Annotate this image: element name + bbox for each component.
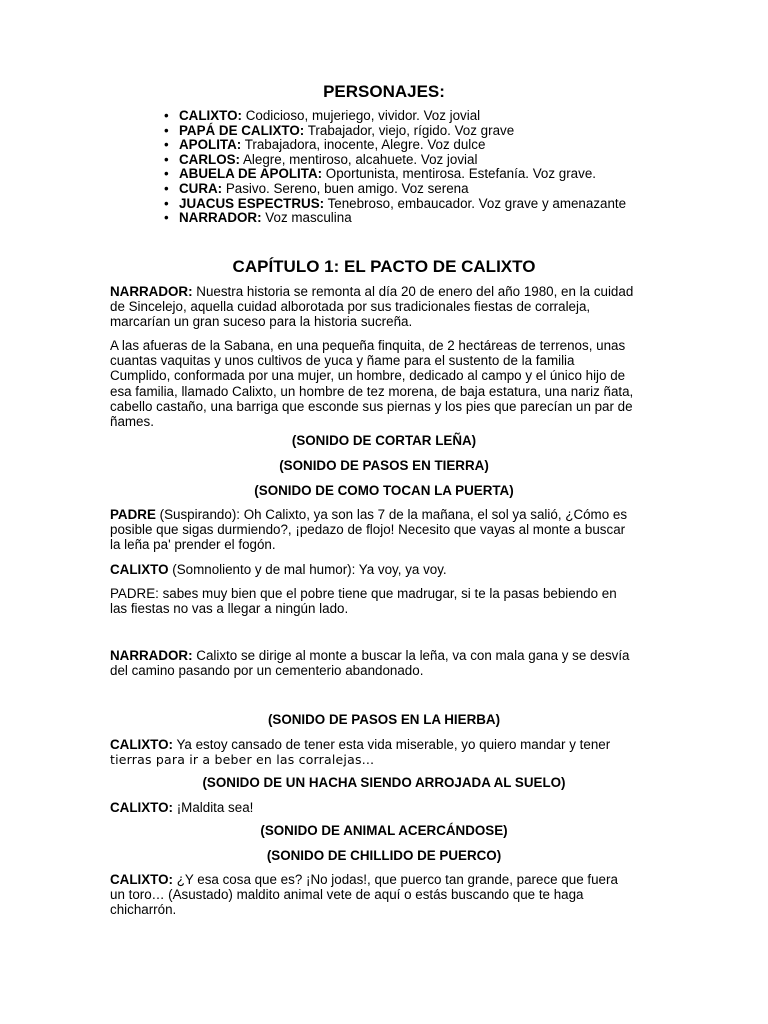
character-description: Alegre, mentiroso, alcahuete. Voz jovial <box>240 151 478 167</box>
character-item <box>164 138 626 153</box>
narrator-paragraph <box>110 648 635 678</box>
sound-cue: (SONIDO DE CHILLIDO DE PUERCO) <box>266 848 502 863</box>
character-description: Voz masculina <box>261 210 352 226</box>
character-name: NARRADOR: <box>179 210 262 226</box>
paragraph-text: (Asustado) maldito animal vete de aquí o estás buscando que te haga chicharrón. <box>110 887 584 918</box>
dialogue-paragraph <box>110 872 635 918</box>
description-paragraph <box>110 338 635 429</box>
paragraph-text: ¿Y esa cosa que es? ¡No jodas!, que puerco tan grande, parece que fuera un toro <box>110 872 618 903</box>
dialogue-paragraph <box>110 737 635 767</box>
speaker-label: CALIXTO: <box>110 737 173 752</box>
paragraph-text: Ya estoy cansado de tener esta vida miserable, yo quiero mandar y tener <box>172 737 611 752</box>
dialogue-paragraph <box>110 800 635 815</box>
character-name: ABUELA DE APOLITA: <box>179 166 323 182</box>
character-item <box>164 211 626 226</box>
character-description: Codicioso, mujeriego, vividor. Voz jovial <box>241 108 481 123</box>
character-list <box>164 109 626 226</box>
character-item <box>164 197 626 212</box>
character-item <box>164 124 626 139</box>
narrator-paragraph <box>110 284 635 330</box>
sound-cue: (SONIDO DE PASOS EN LA HIERBA) <box>267 712 501 727</box>
character-item <box>164 153 626 168</box>
bullet-icon: • <box>164 122 169 138</box>
speaker-label: PADRE <box>110 507 156 522</box>
character-name: CARLOS: <box>179 151 240 167</box>
paragraph-text: tierras para ir a beber en las corralejas… <box>110 752 375 768</box>
bullet-icon: • <box>164 108 169 123</box>
character-name: APOLITA: <box>179 137 242 153</box>
dialogue-paragraph <box>110 507 635 553</box>
paragraph-text: PADRE: sabes muy bien que el pobre tiene que madrugar, si te la pasas bebiendo en las fiestas no vas a llegar a ningún lado. <box>110 586 617 617</box>
character-description: Trabajador, viejo, rígido. Voz grave <box>304 122 515 138</box>
dialogue-paragraph <box>110 562 635 577</box>
speaker-label: CALIXTO: <box>110 800 173 815</box>
bullet-icon: • <box>164 195 169 211</box>
paragraph-text: Calixto se dirige al monte a buscar la leña, va con mala gana y se desvía del camino pasando por un cementerio abandonado. <box>110 648 630 679</box>
character-description: Trabajadora, inocente, Alegre. Voz dulce <box>241 137 486 153</box>
character-description: Pasivo. Sereno, buen amigo. Voz serena <box>222 180 469 196</box>
speaker-label: NARRADOR: <box>110 648 193 663</box>
sound-cue: (SONIDO DE COMO TOCAN LA PUERTA) <box>254 483 514 498</box>
character-name: JUACUS ESPECTRUS: <box>179 195 325 211</box>
speaker-label: CALIXTO: <box>110 872 173 887</box>
bullet-icon: • <box>164 180 169 196</box>
bullet-icon: • <box>164 137 169 153</box>
chapter-heading: CAPÍTULO 1: EL PACTO DE CALIXTO <box>232 257 536 276</box>
speaker-label: NARRADOR: <box>110 284 193 299</box>
character-item <box>164 182 626 197</box>
sound-cue: (SONIDO DE ANIMAL ACERCÁNDOSE) <box>260 823 508 838</box>
paragraph-text: ¡Maldita sea! <box>172 800 254 815</box>
ellipsis-text: … <box>151 887 165 903</box>
character-name: PAPÁ DE CALIXTO: <box>179 122 305 138</box>
paragraph-text: (Suspirando): Oh Calixto, ya son las 7 de la mañana, el sol ya salió, ¿Cómo es posible que sigas durmiendo?, ¡pedazo de flojo! Necesito que vayas al monte a buscar la leña pa' prender el fogón. <box>110 507 628 553</box>
character-description: Oportunista, mentirosa. Estefanía. Voz grave. <box>322 166 596 182</box>
paragraph-text: Nuestra historia se remonta al día 20 de enero del año 1980, en la cuidad de Sincelejo, aquella cuidad alborotada por sus tradicionales fiestas de corraleja, marcarían un gran suceso para la historia sucreña. <box>110 284 634 330</box>
sound-cue: (SONIDO DE PASOS EN TIERRA) <box>279 458 489 473</box>
bullet-icon: • <box>164 210 169 226</box>
sound-cue: (SONIDO DE UN HACHA SIENDO ARROJADA AL SUELO) <box>202 775 566 790</box>
dialogue-paragraph <box>110 586 635 616</box>
character-description: Tenebroso, embaucador. Voz grave y amenazante <box>324 195 627 211</box>
sound-cue: (SONIDO DE CORTAR LEÑA) <box>291 433 477 448</box>
paragraph-text: A las afueras de la Sabana, en una pequeña finquita, de 2 hectáreas de terrenos, unas cuantas vaquitas y unos cultivos de yuca y ñame para el sustento de la familia Cumplido, conformada por una mujer, un hombre, dedicado al campo y el único hijo de esa familia, llamado Calixto, un hombre de tez morena, de baja estatura, una nariz ñata, cabello castaño, una barriga que esconde sus piernas y los pies que parecían un par de ñames. <box>110 338 634 430</box>
bullet-icon: • <box>164 166 169 182</box>
personajes-heading: PERSONAJES: <box>323 82 445 101</box>
paragraph-text: (Somnoliento y de mal humor): Ya voy, ya voy. <box>168 562 447 577</box>
character-item <box>164 167 626 182</box>
bullet-icon: • <box>164 151 169 167</box>
character-name: CALIXTO: <box>179 108 242 123</box>
character-name: CURA: <box>179 180 223 196</box>
character-item <box>164 109 626 124</box>
speaker-label: CALIXTO <box>110 562 169 577</box>
